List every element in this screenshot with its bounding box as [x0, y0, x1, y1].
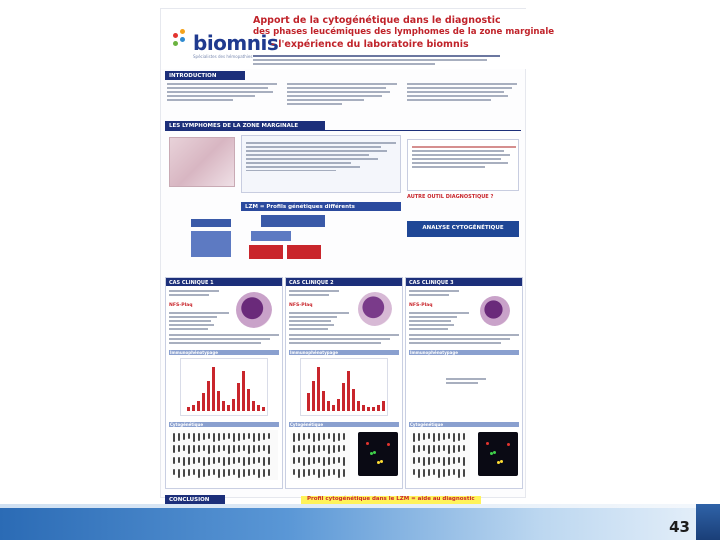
fish-signal: [373, 451, 376, 454]
flow-chart-bar: [207, 381, 210, 411]
chromosome: [458, 457, 460, 463]
section-lzm: LES LYMPHOMES DE LA ZONE MARGINALE: [165, 121, 325, 130]
chromosome: [203, 445, 205, 451]
chromosome: [343, 457, 345, 466]
chromosome: [188, 469, 190, 476]
chromosome: [178, 469, 180, 478]
chromosome: [313, 469, 315, 475]
fish-signal: [366, 442, 369, 445]
title-line-3: - l'expérience du laboratoire biomnis: [271, 39, 469, 50]
chromosome: [203, 469, 205, 477]
chromosome: [343, 445, 345, 451]
conclusion-text: Profil cytogénétique dans le LZM = aide au diagnostic: [301, 496, 481, 504]
translocations-box: [191, 231, 231, 257]
chromosome: [253, 457, 255, 464]
chromosome: [418, 445, 420, 452]
chromosome: [268, 457, 270, 465]
chromosome: [188, 433, 190, 439]
fish-signal: [500, 460, 503, 463]
chromosome: [318, 445, 320, 452]
chromosome: [208, 457, 210, 465]
chromosome: [173, 469, 175, 475]
chromosome: [213, 433, 215, 442]
flow-chart-bar: [307, 393, 310, 411]
chromosome: [318, 457, 320, 463]
chromosome: [328, 457, 330, 465]
fish-signal: [486, 442, 489, 445]
biomnis-logo: [171, 19, 279, 59]
chromosome: [183, 469, 185, 477]
chromosome: [323, 457, 325, 466]
flow-chart-bar: [342, 383, 345, 411]
chromosome: [293, 445, 295, 453]
chromosome: [423, 469, 425, 477]
chromosome: [268, 469, 270, 476]
chromosome: [253, 433, 255, 442]
analyse-cytogenetique-box: ANALYSE CYTOGÉNÉTIQUE: [407, 221, 519, 237]
chromosome: [248, 457, 250, 465]
chromosome: [183, 433, 185, 440]
flow-chart-bar: [187, 407, 190, 411]
flow-chart-bar: [192, 405, 195, 411]
chromosome: [203, 457, 205, 466]
chromosome: [448, 433, 450, 439]
chromosome: [223, 433, 225, 440]
flow-chart-bar: [212, 367, 215, 411]
chromosome: [178, 457, 180, 463]
fish-signal: [380, 460, 383, 463]
chromosome: [338, 445, 340, 452]
chromosome: [313, 433, 315, 442]
chromosome: [203, 433, 205, 440]
chromosome: [328, 433, 330, 439]
chromosome: [228, 457, 230, 465]
chromosome: [333, 457, 335, 464]
chromosome: [248, 433, 250, 439]
chromosome: [198, 445, 200, 452]
chromosome: [438, 457, 440, 463]
chromosome: [438, 469, 440, 478]
chromosome: [458, 433, 460, 441]
clinical-case-3: [405, 277, 523, 489]
chromosome: [173, 445, 175, 453]
flow-chart-bar: [382, 401, 385, 411]
chromosome: [263, 469, 265, 477]
poster-title: [253, 15, 555, 57]
case-2-cell-image: [358, 292, 392, 326]
case-3-immuno-label: Immunophénotypage: [410, 349, 458, 355]
chromosome: [463, 433, 465, 440]
chromosome: [213, 445, 215, 453]
chromosome: [308, 433, 310, 439]
page-number: 43: [669, 518, 690, 536]
flow-chart-bar: [237, 383, 240, 411]
chromosome: [198, 457, 200, 463]
case-1-cell-image: [236, 292, 272, 328]
fish-signal: [507, 443, 510, 446]
fish-signal: [370, 452, 373, 455]
chromosome: [318, 469, 320, 478]
scientific-poster: [160, 8, 555, 503]
chromosome: [323, 469, 325, 477]
flow-chart-bar: [332, 405, 335, 411]
red-tag-2: [287, 245, 321, 259]
chromosome: [448, 457, 450, 465]
profil-heading: LZM = Profils génétiques différents: [241, 202, 401, 211]
chromosome: [258, 445, 260, 452]
chromosome: [433, 433, 435, 442]
flow-chart-bar: [372, 407, 375, 411]
chromosome: [213, 469, 215, 475]
chromosome: [218, 457, 220, 463]
flow-chart-bar: [202, 393, 205, 411]
anomalies-box: [251, 231, 291, 241]
chromosome: [258, 433, 260, 441]
chromosome: [318, 433, 320, 441]
chromosome: [238, 445, 240, 452]
lzm-description-box: [241, 135, 401, 193]
poster-header: [161, 9, 555, 69]
chromosome: [463, 469, 465, 477]
chromosome: [333, 469, 335, 475]
intro-text-col2: [287, 83, 397, 107]
chromosome: [233, 445, 235, 453]
chromosome: [323, 445, 325, 451]
autre-outil-heading: AUTRE OUTIL DIAGNOSTIQUE ?: [407, 194, 494, 200]
chromosome: [413, 457, 415, 464]
chromosome: [308, 469, 310, 476]
chromosome: [263, 457, 265, 466]
chromosome: [248, 445, 250, 454]
chromosome: [313, 445, 315, 453]
case-3-cell-image: [480, 296, 510, 326]
lzm-non-box: [191, 219, 231, 227]
chromosome: [193, 469, 195, 475]
chromosome: [293, 457, 295, 464]
chromosome: [413, 469, 415, 475]
section-introduction: INTRODUCTION: [165, 71, 245, 80]
chromosome: [233, 457, 235, 464]
chromosome: [243, 445, 245, 451]
fish-signal: [377, 461, 380, 464]
chromosome: [443, 445, 445, 451]
histology-image: [169, 137, 235, 187]
flow-chart-bar: [257, 405, 260, 411]
chromosome: [423, 457, 425, 466]
chromosome: [213, 457, 215, 464]
footer-band: [0, 508, 720, 540]
chromosome: [223, 457, 225, 466]
section-lzm-rule: [165, 130, 521, 131]
flow-chart-bar: [197, 401, 200, 411]
flow-chart-bar: [247, 389, 250, 411]
chromosome: [438, 445, 440, 452]
fish-signal: [497, 461, 500, 464]
chromosome: [338, 433, 340, 441]
chromosome: [198, 433, 200, 441]
chromosome: [253, 445, 255, 453]
chromosome: [178, 433, 180, 441]
chromosome: [418, 457, 420, 463]
chromosome: [238, 433, 240, 441]
chromosome: [253, 469, 255, 475]
title-line-2: des phases leucémiques des lymphomes de la zone marginale: [253, 27, 555, 37]
chromosome: [458, 469, 460, 478]
chromosome: [323, 433, 325, 440]
case-3-fish-image: [478, 432, 518, 476]
chromosome: [453, 457, 455, 464]
chromosome: [238, 457, 240, 463]
chromosome: [303, 457, 305, 466]
clinical-case-1: [165, 277, 283, 489]
chromosome: [293, 433, 295, 442]
chromosome: [268, 433, 270, 439]
chromosome: [183, 445, 185, 451]
chromosome: [258, 469, 260, 478]
logo-text: biomnis: [193, 31, 279, 55]
chromosome: [433, 445, 435, 453]
case-1-flow-chart: [180, 358, 268, 416]
chromosome: [328, 445, 330, 454]
flow-chart-bar: [367, 407, 370, 411]
flow-chart-bar: [327, 401, 330, 411]
chromosome: [453, 469, 455, 475]
chromosome: [173, 457, 175, 464]
chromosome: [433, 469, 435, 475]
chromosome: [218, 433, 220, 441]
fish-signal: [490, 452, 493, 455]
chromosome: [228, 469, 230, 476]
chromosome: [423, 445, 425, 451]
flow-chart-bar: [217, 391, 220, 411]
chromosome: [453, 433, 455, 442]
chromosome: [298, 469, 300, 478]
chromosome: [333, 445, 335, 453]
chromosome: [208, 469, 210, 476]
chromosome: [438, 433, 440, 441]
chromosome: [298, 445, 300, 452]
chromosome: [193, 445, 195, 453]
chromosome: [458, 445, 460, 452]
chromosome: [338, 469, 340, 478]
chromosome: [303, 445, 305, 451]
chromosome: [328, 469, 330, 476]
chromosome: [463, 457, 465, 466]
chromosome: [173, 433, 175, 442]
lpl-box: [261, 215, 325, 227]
case-1-immuno-label: Immunophénotypage: [170, 349, 218, 355]
chromosome: [238, 469, 240, 478]
case-2-nfs: NFS-Plaq: [289, 303, 313, 308]
chromosome: [343, 469, 345, 477]
case-2-immuno-label: Immunophénotypage: [290, 349, 338, 355]
chromosome: [443, 433, 445, 440]
chromosome: [243, 457, 245, 466]
flow-chart-bar: [312, 381, 315, 411]
chromosome: [228, 433, 230, 439]
case-1-nfs: NFS-Plaq: [169, 303, 193, 308]
title-line-1: Apport de la cytogénétique dans le diagnostic: [253, 15, 501, 26]
flow-chart-bar: [377, 405, 380, 411]
chromosome: [183, 457, 185, 466]
case-3-karyotype: [410, 430, 470, 480]
case-1-karyotype: [170, 430, 278, 480]
chromosome: [343, 433, 345, 440]
chromosome: [313, 457, 315, 464]
chromosome: [208, 433, 210, 439]
chromosome: [428, 457, 430, 465]
chromosome: [188, 457, 190, 465]
chromosome: [303, 433, 305, 440]
footer-corner-block: [696, 504, 720, 540]
chromosome: [463, 445, 465, 451]
chromosome: [268, 445, 270, 454]
fish-signal: [493, 451, 496, 454]
case-2-fish-image: [358, 432, 398, 476]
chromosome: [418, 469, 420, 478]
chromosome: [248, 469, 250, 476]
case-1-title: CAS CLINIQUE 1: [166, 278, 282, 286]
chromosome: [333, 433, 335, 442]
chromosome: [218, 469, 220, 478]
chromosome: [448, 469, 450, 476]
chromosome: [298, 457, 300, 463]
fish-signal: [387, 443, 390, 446]
chromosome: [428, 469, 430, 476]
flow-chart-bar: [357, 401, 360, 411]
chromosome: [193, 433, 195, 442]
case-2-flow-chart: [300, 358, 388, 416]
flow-chart-bar: [262, 407, 265, 411]
case-1-cyto-label: Cytogénétique: [170, 421, 204, 427]
flow-chart-bar: [352, 389, 355, 411]
chromosome: [418, 433, 420, 441]
flow-chart-bar: [362, 405, 365, 411]
chromosome: [423, 433, 425, 440]
chromosome: [218, 445, 220, 452]
chromosome: [298, 433, 300, 441]
chromosome: [453, 445, 455, 453]
case-2-title: CAS CLINIQUE 2: [286, 278, 402, 286]
intro-text-col1: [167, 83, 277, 103]
flow-chart-bar: [227, 405, 230, 411]
chromosome: [223, 469, 225, 477]
case-2-karyotype: [290, 430, 350, 480]
flow-chart-bar: [222, 401, 225, 411]
section-conclusion: CONCLUSION: [165, 495, 225, 504]
chromosome: [263, 433, 265, 440]
chromosome: [308, 445, 310, 454]
chromosome: [233, 433, 235, 442]
chromosome: [263, 445, 265, 451]
authors-block: [253, 55, 513, 67]
chromosome: [433, 457, 435, 464]
chromosome: [428, 433, 430, 439]
case-3-nfs: NFS-Plaq: [409, 303, 433, 308]
flow-chart-bar: [232, 399, 235, 411]
chromosome: [413, 433, 415, 442]
chromosome: [243, 469, 245, 477]
case-2-cyto-label: Cytogénétique: [290, 421, 324, 427]
red-tag-1: [249, 245, 283, 259]
flow-chart-bar: [317, 367, 320, 411]
clinical-case-2: [285, 277, 403, 489]
flow-chart-bar: [347, 371, 350, 411]
case-3-immuno-text: [446, 378, 486, 386]
flow-chart-bar: [242, 371, 245, 411]
chromosome: [243, 433, 245, 440]
chromosome: [223, 445, 225, 451]
chromosome: [233, 469, 235, 475]
flow-chart-bar: [252, 401, 255, 411]
lzm-diagnosis-box: [407, 139, 519, 191]
chromosome: [428, 445, 430, 454]
logo-tagline: Spécialistes des hémopathies: [193, 54, 253, 59]
chromosome: [448, 445, 450, 454]
chromosome: [303, 469, 305, 477]
chromosome: [258, 457, 260, 463]
case-3-title: CAS CLINIQUE 3: [406, 278, 522, 286]
intro-text-col3: [407, 83, 517, 103]
chromosome: [293, 469, 295, 475]
chromosome: [228, 445, 230, 454]
chromosome: [198, 469, 200, 478]
chromosome: [178, 445, 180, 452]
chromosome: [413, 445, 415, 453]
chromosome: [208, 445, 210, 454]
chromosome: [443, 469, 445, 477]
case-3-cyto-label: Cytogénétique: [410, 421, 444, 427]
flow-chart-bar: [322, 391, 325, 411]
chromosome: [338, 457, 340, 463]
chromosome: [308, 457, 310, 465]
chromosome: [443, 457, 445, 466]
chromosome: [193, 457, 195, 464]
chromosome: [188, 445, 190, 454]
flow-chart-bar: [337, 399, 340, 411]
